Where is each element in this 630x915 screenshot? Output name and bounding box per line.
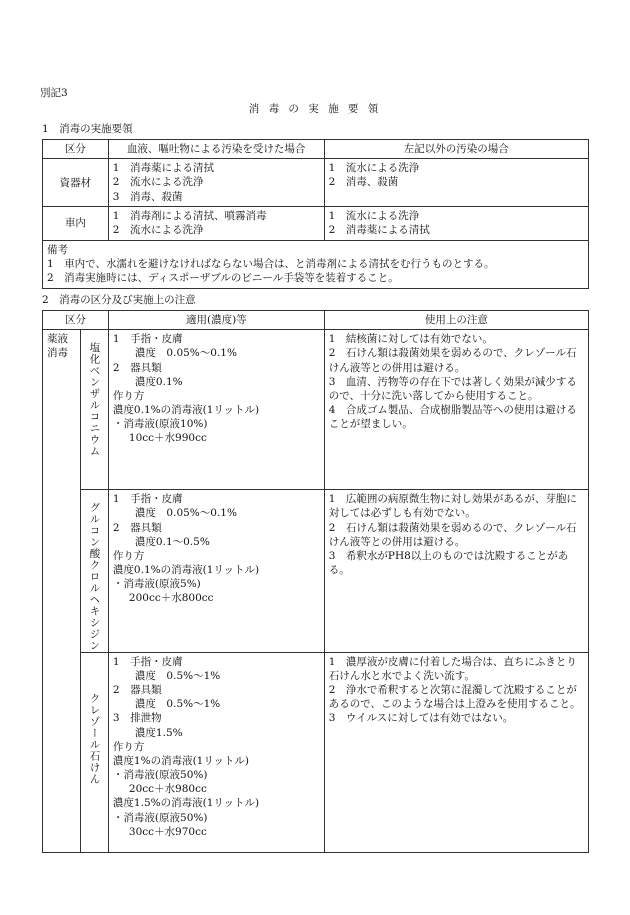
note-line: 1 濃厚液が皮膚に付着した場合は、直ちにふきとり石けん水と水でよく洗い流す。 (328, 655, 577, 682)
s2-header-usage: 適用(濃度)等 (108, 311, 324, 330)
usage-line: 2 器具類 (112, 684, 162, 697)
agent-usage (108, 652, 324, 852)
usage-line: ・消毒液(原液5%) (112, 578, 201, 591)
agent-name-cell (80, 330, 108, 490)
usage-line: 濃度 0.5%～1% (134, 669, 221, 682)
note-line: 3 血清、汚物等の存在下では著しく効果が減少するので、十分に洗い落してから使用すること。 (328, 375, 577, 402)
s1-vehicle-other: 1 流水による洗浄 2 消毒薬による清拭 (324, 207, 588, 240)
usage-line: 2 器具類 (112, 361, 162, 374)
s2-header-category: 区分 (43, 311, 109, 330)
note-line: 4 合成ゴム製品、合成樹脂製品等への使用は避けることが望ましい。 (328, 404, 577, 431)
usage-line: 20cc＋水980cc (128, 783, 207, 796)
section1-table (42, 139, 589, 289)
note-line: 1 広範囲の病原微生物に対し効果があるが、芽胞に対しては必ずしも有効でない。 (328, 493, 577, 520)
main-title: 消 毒 の 実 施 要 領 (248, 103, 382, 115)
usage-line: ・消毒液(原液50%) (112, 811, 208, 824)
s2-header-notes: 使用上の注意 (324, 311, 588, 330)
usage-line: 1 手指・皮膚 (112, 333, 183, 346)
usage-line: ・消毒液(原液50%) (112, 769, 208, 782)
usage-line: 1 手指・皮膚 (112, 493, 183, 506)
note-line: 2 石けん類は殺菌効果を弱めるので、クレゾール石けん液等との併用は避ける。 (328, 347, 577, 374)
usage-line: 10cc＋水990cc (128, 432, 207, 445)
note-line: 1 結核菌に対しては有効でない。 (328, 333, 493, 346)
note-line: 3 希釈水がPH8以上のものでは沈殿することがある。 (328, 549, 569, 577)
usage-line: 3 排泄物 (112, 712, 162, 725)
agent-usage (108, 330, 324, 490)
agent-name-cell (80, 652, 108, 852)
usage-line: 濃度1.5%の消毒液(1リットル) (112, 797, 260, 810)
s1-equipment-blood: 1 消毒薬による清拭 2 流水による洗浄 3 消毒、殺菌 (108, 159, 324, 207)
usage-line: ・消毒液(原液10%) (112, 418, 208, 431)
s1-header-blood: 血液、嘔吐物による汚染を受けた場合 (108, 140, 324, 159)
usage-line: 濃度0.1%の消毒液(1リットル) (112, 404, 260, 417)
remark-line: 1 車内で、水濡れを避けなければならない場合は、と消毒剤による清拭をむ行うものとする。 (47, 257, 495, 270)
s1-remarks (43, 240, 589, 288)
note-line: 2 石けん類は殺菌効果を弱めるので、クレゾール石けん液等との併用は避ける。 (328, 521, 577, 548)
section1-title: 1 消毒の実施要領 (42, 123, 133, 135)
usage-line: 作り方 (112, 389, 145, 402)
usage-line: 作り方 (112, 549, 145, 562)
usage-line: 濃度0.1% (134, 375, 183, 388)
usage-line: 30cc＋水970cc (128, 825, 207, 838)
annex-label: 別記3 (40, 87, 68, 99)
agent-notes (324, 330, 588, 490)
s1-header-category: 区分 (43, 140, 109, 159)
table-row (43, 159, 589, 207)
s1-category-vehicle: 車内 (43, 207, 109, 240)
usage-line: 作り方 (112, 740, 145, 753)
s2-category: 薬液 消毒 (43, 330, 81, 853)
usage-line: 濃度0.1～0.5% (134, 535, 210, 548)
agent-name: クレゾール石けん (88, 692, 101, 785)
usage-line: 200cc＋水800cc (128, 592, 214, 605)
usage-line: 濃度0.1%の消毒液(1リットル) (112, 564, 260, 577)
agent-name: 塩化ベンザルコニウム (88, 342, 101, 458)
note-line: 3 ウイルスに対しては有効ではない。 (328, 712, 514, 725)
usage-line: 濃度 0.05%～0.1% (134, 347, 237, 360)
s1-header-other: 左記以外の汚染の場合 (324, 140, 588, 159)
agent-usage (108, 490, 324, 653)
agent-notes (324, 652, 588, 852)
section2-table (42, 310, 589, 853)
agent-notes (324, 490, 588, 653)
table-row (43, 490, 589, 653)
usage-line: 濃度 0.5%～1% (134, 698, 221, 711)
remark-line: 2 消毒実施時には、ディスポーザブルのビニール手袋等を装着すること。 (47, 271, 399, 284)
table-row (43, 207, 589, 240)
section2-title: 2 消毒の区分及び実施上の注意 (42, 294, 196, 306)
usage-line: 濃度1.5% (134, 726, 183, 739)
remarks-label: 備考 (47, 243, 68, 256)
table-row (43, 652, 589, 852)
usage-line: 濃度1%の消毒液(1リットル) (112, 754, 250, 767)
table-row (43, 330, 589, 490)
note-line: 2 浄水で希釈すると次第に混濁して沈殿することがあるので、このような場合は上澄みを使用すること。 (328, 684, 581, 711)
agent-name-cell (80, 490, 108, 653)
agent-name: グルコン酸クロルヘキシジン (88, 502, 101, 652)
usage-line: 2 器具類 (112, 521, 162, 534)
usage-line: 1 手指・皮膚 (112, 655, 183, 668)
s1-vehicle-blood: 1 消毒剤による清拭、噴霧消毒 2 流水による洗浄 (108, 207, 324, 240)
s1-equipment-other: 1 流水による洗浄 2 消毒、殺菌 (324, 159, 588, 207)
usage-line: 濃度 0.05%～0.1% (134, 507, 237, 520)
s1-category-equipment: 資器材 (43, 159, 109, 207)
